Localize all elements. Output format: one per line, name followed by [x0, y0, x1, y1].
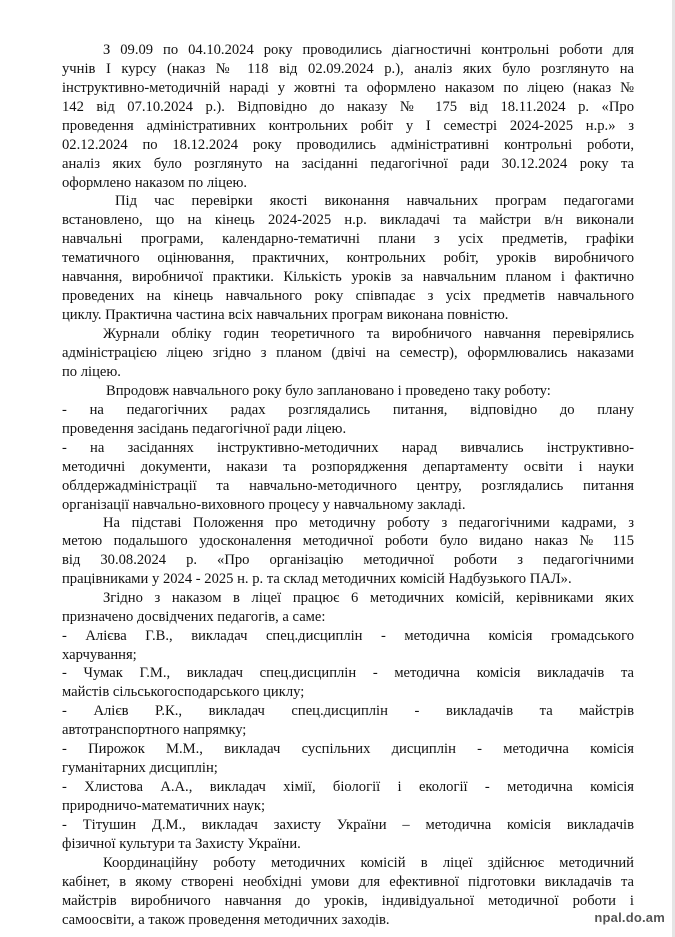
text-line: методичні документи, накази та розпорядження департаменту освіти і науки [62, 459, 634, 475]
text-line: Згідно з наказом в ліцеї працює 6 методичних комісій, керівниками яких [103, 590, 634, 606]
text-line: проведення адміністративних контрольних робіт у І семестрі 2024-2025 н.р.» з [62, 118, 634, 134]
text-line: автотранспортного напрямку; [62, 722, 247, 738]
text-line: На підставі Положення про методичну роботу з педагогічними кадрами, з [103, 515, 634, 531]
text-line: навчання, виробничої практики. Кількість уроків за навчальним планом і фактично [62, 269, 634, 285]
text-line: - Алієва Г.В., викладач спец.дисциплін - методична комісія громадського [62, 628, 634, 644]
text-line: адміністрацією ліцею згідно з планом (двічі на семестр), оформлювались наказами [62, 345, 634, 361]
text-line: гуманітарних дисциплін; [62, 760, 218, 776]
text-line: - Тітушин Д.М., викладач захисту України – методична комісія викладачів [62, 817, 634, 833]
site-watermark: npal.do.am [594, 910, 665, 925]
text-line: учнів І курсу (наказ № 118 від 02.09.2024 р.), аналіз яких було розглянуто на [62, 61, 634, 77]
text-line: призначено досвідчених педагогів, а саме: [62, 609, 326, 625]
text-line: - Пирожок М.М., викладач суспільних дисциплін - методична комісія [62, 741, 634, 757]
text-line: майстрів виробничого навчання до уроків, індивідуальної методичної роботи і [62, 893, 634, 909]
text-line: Впродовж навчального року було заплановано і проведено таку роботу: [106, 383, 551, 399]
text-line: тематичного оцінювання, практичних, контрольних робіт, уроків виробничого [62, 250, 634, 266]
text-line: природничо-математичних наук; [62, 798, 266, 814]
text-line: метою подальшого удосконалення методичної роботи було видано наказ № 115 [62, 533, 634, 549]
text-line: проведення засідань педагогічної ради ліцею. [62, 421, 347, 437]
text-line: встановлено, що на кінець 2024-2025 н.р. викладачі та майстри в/н виконали [62, 212, 634, 228]
text-line: облдержадміністрації та навчально-методичного центру, розглядались питання [62, 478, 634, 494]
text-line: проведених на кінець навчального року співпадає з усіх предметів навчального [62, 288, 634, 304]
text-line: - на педагогічних радах розглядались питання, відповідно до плану [62, 402, 634, 418]
text-line: майстів сільськогосподарського циклу; [62, 684, 305, 700]
text-line: Журнали обліку годин теоретичного та виробничого навчання перевірялись [103, 326, 634, 342]
text-line: - на засіданнях інструктивно-методичних нарад вивчались інструктивно- [62, 440, 634, 456]
text-line: харчування; [62, 647, 137, 663]
text-line: фізичної культури та Захисту України. [62, 836, 301, 852]
text-line: оформлено наказом по ліцею. [62, 175, 248, 191]
text-line: циклу. Практична частина всіх навчальних програм виконана повністю. [62, 307, 509, 323]
text-line: аналіз яких було розглянуто на засіданні педагогічної ради 30.12.2024 року та [62, 156, 634, 172]
text-line: З 09.09 по 04.10.2024 року проводились діагностичні контрольні роботи для [103, 42, 634, 58]
text-line: працівниками у 2024 - 2025 н. р. та склад методичних комісій Надбузького ПАЛ». [62, 571, 572, 587]
text-line: по ліцею. [62, 364, 121, 380]
text-line: кабінет, в якому створені необхідні умови для ефективної підготовки викладачів та [62, 874, 634, 890]
text-line: - Хлистова А.А., викладач хімії, біології і екології - методична комісія [62, 779, 634, 795]
text-line: Координаційну роботу методичних комісій в ліцеї здійснює методичний [103, 855, 634, 871]
text-line: організації навчально-виховного процесу у навчальному закладі. [62, 497, 466, 513]
text-line: - Чумак Г.М., викладач спец.дисциплін - методична комісія викладачів та [62, 665, 634, 681]
text-line: - Алієв Р.К., викладач спец.дисциплін - викладачів та майстрів [62, 703, 634, 719]
text-line: навчальні програми, календарно-тематичні плани з усіх предметів, графіки [62, 231, 634, 247]
text-line: Під час перевірки якості виконання навчальних програм педагогами [115, 193, 634, 209]
text-line: 02.12.2024 по 18.12.2024 року проводились адміністративні контрольні роботи, [62, 137, 634, 153]
text-line: від 30.08.2024 р. «Про організацію методичної роботи з педагогічними [62, 552, 634, 568]
text-line: 142 від 07.10.2024 р.). Відповідно до наказу № 175 від 18.11.2024 р. «Про [62, 99, 634, 115]
text-line: самоосвіти, а також проведення методичних заходів. [62, 912, 390, 928]
text-line: інструктивно-методичній нараді у жовтні та оформлено наказом по ліцею (наказ № [62, 80, 634, 96]
